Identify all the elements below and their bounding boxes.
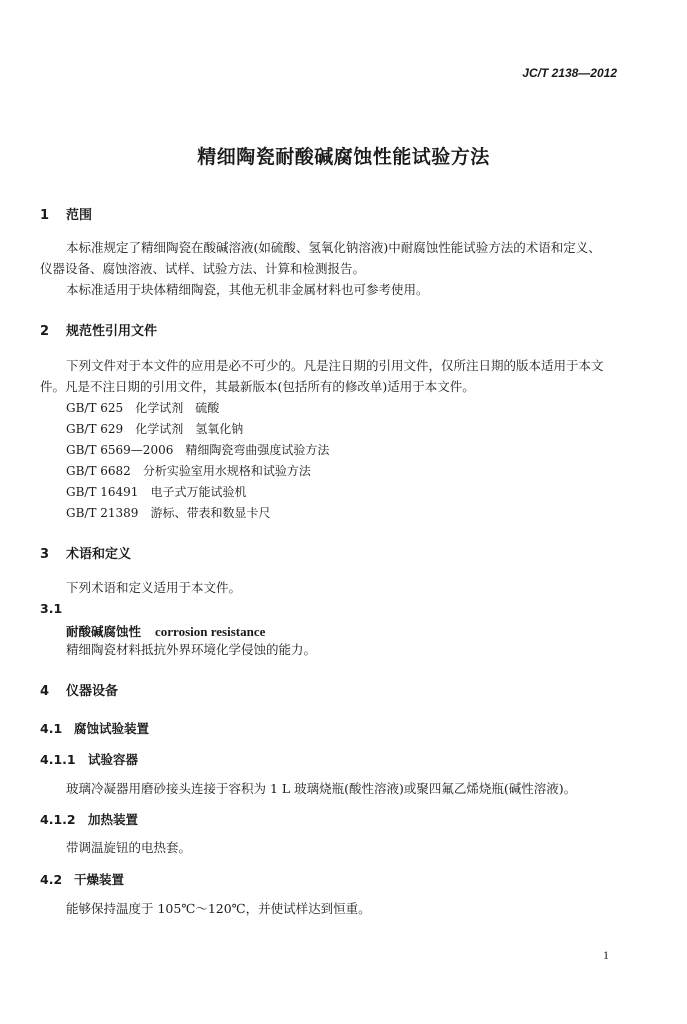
reference-item	[66, 441, 329, 458]
reference-title: 精细陶瓷弯曲强度试验方法	[185, 443, 330, 457]
section-title: 术语和定义	[66, 547, 132, 562]
reference-item	[66, 504, 270, 521]
reference-item	[66, 420, 243, 437]
reference-code: GB/T 16491	[66, 485, 139, 499]
section-number: 2	[40, 324, 50, 339]
subsection-title: 腐蚀试验装置	[74, 721, 150, 736]
term-chinese: 耐酸碱腐蚀性	[66, 624, 142, 639]
term-number: 3.1	[40, 601, 63, 616]
reference-title: 化学试剂 硫酸	[135, 401, 220, 415]
term-definition: 精细陶瓷材料抵抗外界环境化学侵蚀的能力。	[66, 642, 317, 657]
reference-code: GB/T 629	[66, 422, 124, 436]
subsection-number: 4.1	[40, 721, 63, 736]
reference-title: 电子式万能试验机	[150, 485, 247, 499]
subsection-number: 4.1.1	[40, 752, 76, 767]
paragraph: 仪器设备、腐蚀溶液、试样、试验方法、计算和检测报告。	[40, 261, 366, 276]
paragraph: 带调温旋钮的电热套。	[66, 840, 192, 855]
subsection-title: 加热装置	[88, 812, 139, 827]
subsection-4-1-1-heading	[40, 750, 138, 768]
section-title: 仪器设备	[66, 684, 119, 699]
document-title: 精细陶瓷耐酸碱腐蚀性能试验方法	[197, 146, 490, 168]
subsection-4-2-heading	[40, 870, 124, 888]
reference-title: 化学试剂 氢氧化钠	[135, 422, 244, 436]
subsection-number: 4.1.2	[40, 812, 76, 827]
subsection-4-1-2-heading	[40, 810, 138, 828]
reference-code: GB/T 21389	[66, 506, 139, 520]
section-title: 规范性引用文件	[66, 324, 158, 339]
reference-item	[66, 483, 246, 500]
paragraph: 件。凡是不注日期的引用文件，其最新版本(包括所有的修改单)适用于本文件。	[40, 379, 475, 394]
section-number: 1	[40, 208, 50, 223]
subsection-title: 干燥装置	[74, 872, 125, 887]
reference-item	[66, 462, 311, 479]
reference-item	[66, 399, 219, 416]
paragraph: 能够保持温度于 105℃～120℃，并使试样达到恒重。	[66, 901, 371, 916]
section-4-heading	[40, 680, 118, 699]
page-number: 1	[603, 948, 609, 962]
paragraph: 下列文件对于本文件的应用是必不可少的。凡是注日期的引用文件，仅所注日期的版本适用于本文	[66, 358, 604, 373]
section-1-heading	[40, 204, 92, 223]
paragraph: 下列术语和定义适用于本文件。	[66, 580, 242, 595]
subsection-title: 试验容器	[88, 752, 139, 767]
term-entry	[66, 621, 265, 640]
reference-code: GB/T 625	[66, 401, 124, 415]
reference-code: GB/T 6682	[66, 464, 131, 478]
section-title: 范围	[66, 208, 93, 223]
reference-code: GB/T 6569—2006	[66, 443, 174, 457]
subsection-4-1-heading	[40, 719, 149, 737]
standard-code: JC/T 2138—2012	[522, 66, 617, 80]
paragraph: 本标准适用于块体精细陶瓷，其他无机非金属材料也可参考使用。	[66, 282, 429, 297]
paragraph: 本标准规定了精细陶瓷在酸碱溶液(如硫酸、氢氧化钠溶液)中耐腐蚀性能试验方法的术语和定义、	[66, 240, 601, 255]
paragraph: 玻璃冷凝器用磨砂接头连接于容积为 1 L 玻璃烧瓶(酸性溶液)或聚四氟乙烯烧瓶(碱性溶液)。	[66, 781, 577, 796]
term-english: corrosion resistance	[155, 624, 266, 639]
section-2-heading	[40, 320, 157, 339]
reference-title: 游标、带表和数显卡尺	[150, 506, 271, 520]
reference-title: 分析实验室用水规格和试验方法	[142, 464, 311, 478]
section-number: 4	[40, 684, 50, 699]
section-3-heading	[40, 543, 131, 562]
section-number: 3	[40, 547, 50, 562]
subsection-number: 4.2	[40, 872, 63, 887]
